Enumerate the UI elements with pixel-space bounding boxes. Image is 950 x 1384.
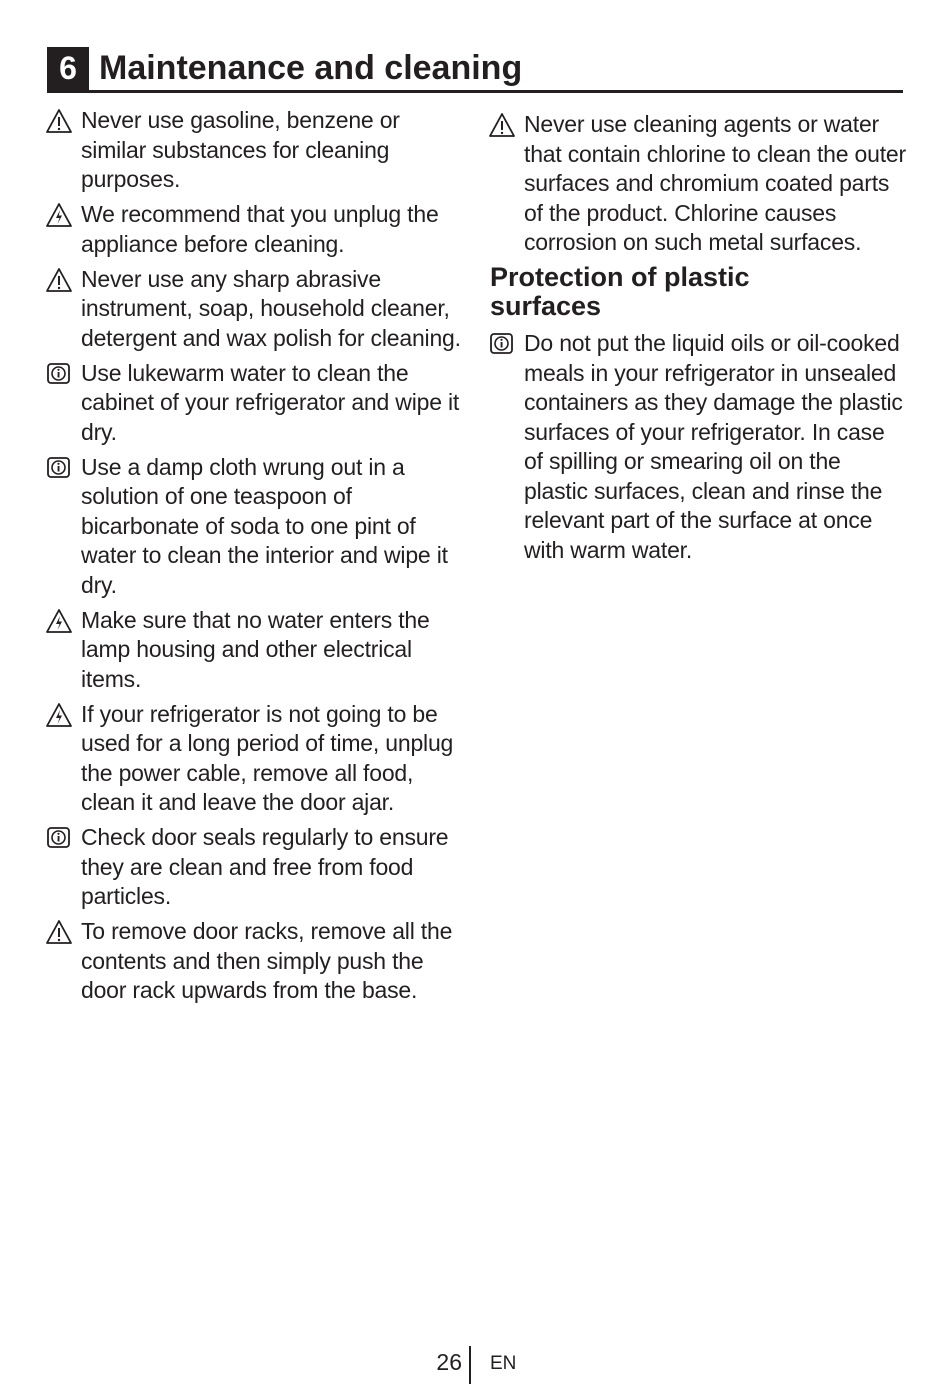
language-code: EN: [490, 1353, 517, 1374]
left-column: [45, 106, 465, 1011]
list-item: [488, 329, 908, 565]
list-item: [45, 359, 465, 448]
electric-warning-icon: [45, 202, 73, 228]
list-item: [488, 110, 908, 258]
page-number: 26: [436, 1349, 462, 1375]
item-text: Make sure that no water enters the lamp housing and other electrical items.: [81, 606, 430, 692]
right-column: [488, 106, 908, 571]
list-item: [45, 823, 465, 912]
warning-icon: [488, 112, 516, 138]
item-text: Check door seals regularly to ensure they are clean and free from food particles.: [81, 824, 449, 909]
list-item: [45, 917, 465, 1006]
list-item: [45, 265, 465, 354]
list-item: [45, 453, 465, 601]
section-heading: Protection of plastic surfaces: [490, 262, 750, 321]
list-item: [45, 606, 465, 695]
list-item: [45, 200, 465, 259]
electric-warning-icon: [45, 702, 73, 728]
list-item: [45, 700, 465, 818]
item-text: Use lukewarm water to clean the cabinet of your refrigerator and wipe it dry.: [81, 359, 460, 445]
page-footer: [0, 1346, 950, 1384]
warning-icon: [45, 267, 73, 293]
info-icon: [45, 361, 73, 387]
item-text: Do not put the liquid oils or oil-cooked meals in your refrigerator in unsealed containers as they damage the plastic surfaces of your refrigerator. In case of spilling or smearing oil on the plastic surfaces, clean and rinse the relevant part of the surface at once with warm water.: [524, 330, 903, 563]
item-text: We recommend that you unplug the appliance before cleaning.: [81, 201, 439, 257]
warning-icon: [45, 919, 73, 945]
info-icon: [45, 825, 73, 851]
item-text: To remove door racks, remove all the contents and then simply push the door rack upwards from the base.: [81, 918, 453, 1003]
item-text: Never use gasoline, benzene or similar substances for cleaning purposes.: [81, 107, 400, 192]
chapter-number: 6: [47, 47, 89, 90]
electric-warning-icon: [45, 608, 73, 634]
warning-icon: [45, 108, 73, 134]
item-text: Never use any sharp abrasive instrument, soap, household cleaner, detergent and wax polish for cleaning.: [81, 265, 461, 351]
item-text: Use a damp cloth wrung out in a solution of one teaspoon of bicarbonate of soda to one pint of water to clean the interior and wipe it dry.: [81, 453, 448, 598]
info-icon: [45, 455, 73, 481]
item-text: Never use cleaning agents or water that contain chlorine to clean the outer surfaces and chromium coated parts of the product. Chlorine causes corrosion on such metal surfaces.: [524, 111, 906, 255]
chapter-header: [47, 47, 903, 93]
item-text: If your refrigerator is not going to be used for a long period of time, unplug the power cable, remove all food, clean it and leave the door ajar.: [81, 700, 454, 815]
list-item: [45, 106, 465, 195]
info-icon: [488, 331, 516, 357]
page-title: Maintenance and cleaning: [99, 49, 523, 87]
footer-divider: [469, 1346, 471, 1384]
